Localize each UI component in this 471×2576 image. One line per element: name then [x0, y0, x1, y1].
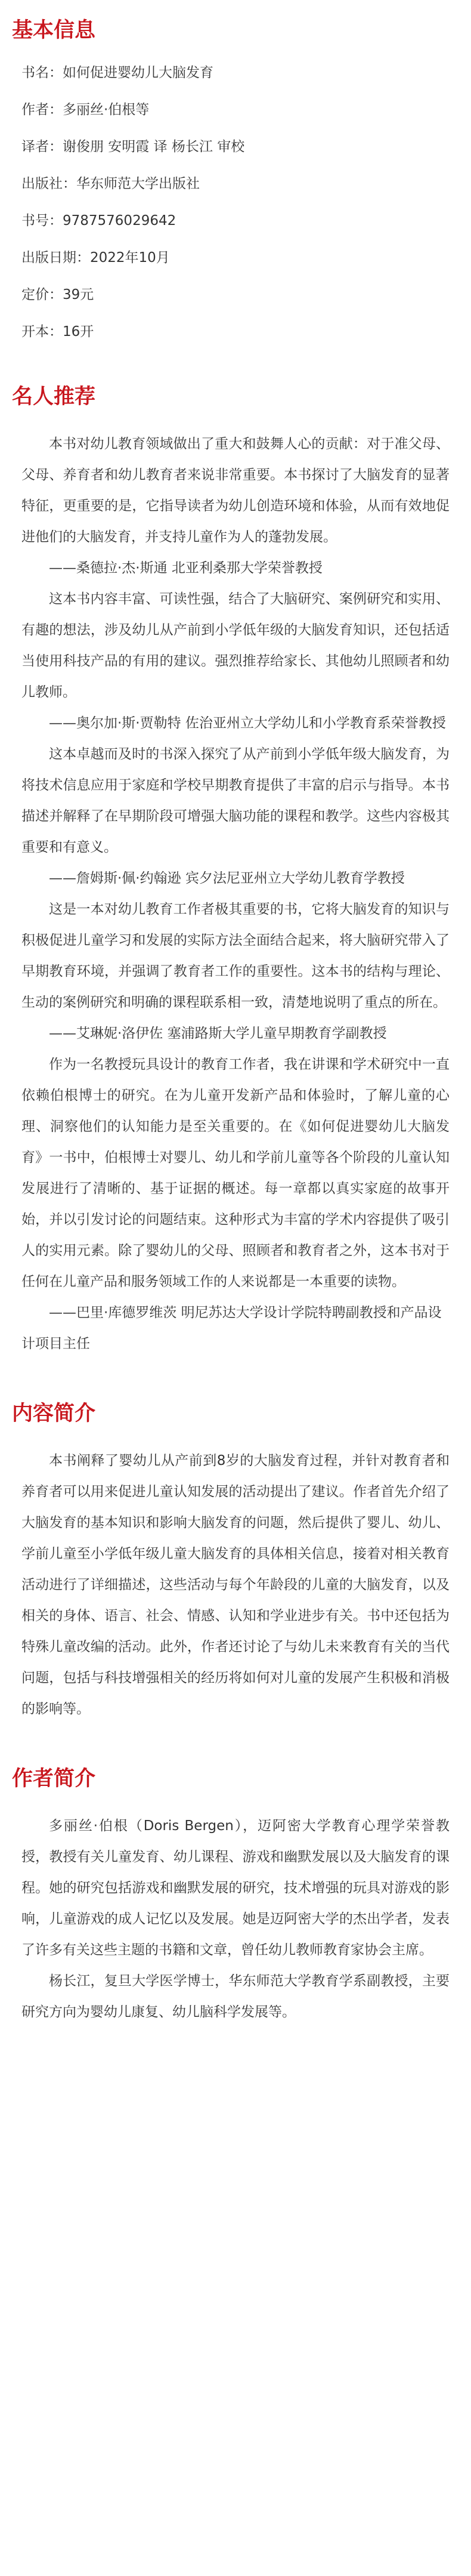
- recommend-text: 作为一名教授玩具设计的教育工作者，我在讲课和学术研究中一直依赖伯根博士的研究。在为儿童开发新产品和体验时，了解儿童的心理、洞察他们的认知能力是至关重要的。在《如何促进婴幼儿大脑发育》一书中，伯根博士对婴儿、幼儿和学前儿童等各个阶段的儿童认知发展进行了清晰的、基于证据的概述。每一章都以真实家庭的故事开始，并以引发讨论的问题结束。这种形式为丰富的学术内容提供了吸引人的实用元素。除了婴幼儿的父母、照顾者和教育者之外，这本书对于任何在儿童产品和服务领域工作的人来说都是一本重要的读物。: [21, 1057, 450, 1289]
- recommend-title: 名人推荐: [12, 385, 96, 409]
- recommend-author: ——艾琳妮·洛伊佐 塞浦路斯大学儿童早期教育学副教授: [49, 1026, 387, 1041]
- basic-info-title: 基本信息: [12, 18, 96, 42]
- isbn-field: 书号：9787576029642: [21, 213, 176, 229]
- author-intro-title: 作者简介: [12, 1767, 96, 1791]
- intro-section: [12, 1401, 450, 1724]
- recommend-text: 这是一本对幼儿教育工作者极其重要的书，它将大脑发育的知识与积极促进儿童学习和发展的实际方法全面结合起来，将大脑研究带入了早期教育环境，并强调了教育者工作的重要性。这本书的结构与理论、生动的案例研究和明确的课程联系相一致，清楚地说明了重点的所在。: [21, 902, 450, 1010]
- recommend-author: ——巴里·库德罗维茨 明尼苏达大学设计学院特聘副教授和产品设计项目主任: [21, 1305, 442, 1352]
- recommend-author: ——奥尔加·斯·贾勒特 佐治亚州立大学幼儿和小学教育系荣誉教授: [49, 715, 446, 731]
- publish-date-field: 出版日期：2022年10月: [21, 250, 170, 266]
- translator-field: 译者：谢俊朋 安明霞 译 杨长江 审校: [21, 139, 245, 155]
- author-intro-section: [12, 1766, 450, 2028]
- intro-paragraph: 本书阐释了婴幼儿从产前到8岁的大脑发育过程，并针对教育者和养育者可以用来促进儿童认知发展的活动提出了建议。作者首先介绍了大脑发育的基本知识和影响大脑发育的问题，然后提供了婴儿、幼儿、学前儿童至小学低年级儿童大脑发育的具体相关信息，接着对相关教育活动进行了详细描述，这些活动与每个年龄段的儿童的大脑发育，以及相关的身体、语言、社会、情感、认知和学业进步有关。书中还包括为特殊儿童改编的活动。此外，作者还讨论了与幼儿未来教育有关的当代问题，包括与科技增强相关的经历将如何对儿童的发展产生积极和消极的影响等。: [21, 1453, 450, 1717]
- publisher-field: 出版社：华东师范大学出版社: [21, 176, 200, 192]
- recommend-section: [12, 384, 450, 1359]
- recommend-text: 本书对幼儿教育领域做出了重大和鼓舞人心的贡献：对于准父母、父母、养育者和幼儿教育者来说非常重要。本书探讨了大脑发育的显著特征，更重要的是，它指导读者为幼儿创造环境和体验，从而有效地促进他们的大脑发育，并支持儿童作为人的蓬勃发展。: [21, 436, 450, 545]
- author-intro-paragraph: 杨长江，复旦大学医学博士，华东师范大学教育学系副教授，主要研究方向为婴幼儿康复、幼儿脑科学发展等。: [21, 1973, 450, 2020]
- intro-title: 内容简介: [12, 1402, 96, 1426]
- format-field: 开本：16开: [21, 324, 94, 340]
- recommend-text: 这本卓越而及时的书深入探究了从产前到小学低年级大脑发育，为将技术信息应用于家庭和学校早期教育提供了丰富的启示与指导。本书描述并解释了在早期阶段可增强大脑功能的课程和教学。这些内容极其重要和有意义。: [21, 746, 450, 855]
- price-field: 定价：39元: [21, 287, 94, 303]
- recommend-author: ——桑德拉·杰·斯通 北亚利桑那大学荣誉教授: [49, 560, 323, 576]
- basic-info-section: [12, 18, 450, 343]
- recommend-author: ——詹姆斯·佩·约翰逊 宾夕法尼亚州立大学幼儿教育学教授: [49, 871, 405, 886]
- author-intro-paragraph: 多丽丝·伯根（Doris Bergen），迈阿密大学教育心理学荣誉教授，教授有关儿童发育、幼儿课程、游戏和幽默发展以及大脑发育的课程。她的研究包括游戏和幽默发展的研究，技术增强的玩具对游戏的影响，儿童游戏的成人记忆以及发展。她是迈阿密大学的杰出学者，发表了许多有关这些主题的书籍和文章，曾任幼儿教师教育家协会主席。: [21, 1818, 450, 1958]
- recommend-text: 这本书内容丰富、可读性强，结合了大脑研究、案例研究和实用、有趣的想法，涉及幼儿从产前到小学低年级的大脑发育知识，还包括适当使用科技产品的有用的建议。强烈推荐给家长、其他幼儿照顾者和幼儿教师。: [21, 591, 450, 700]
- author-field: 作者：多丽丝·伯根等: [21, 102, 150, 118]
- book-title-field: 书名：如何促进婴幼儿大脑发育: [21, 65, 213, 81]
